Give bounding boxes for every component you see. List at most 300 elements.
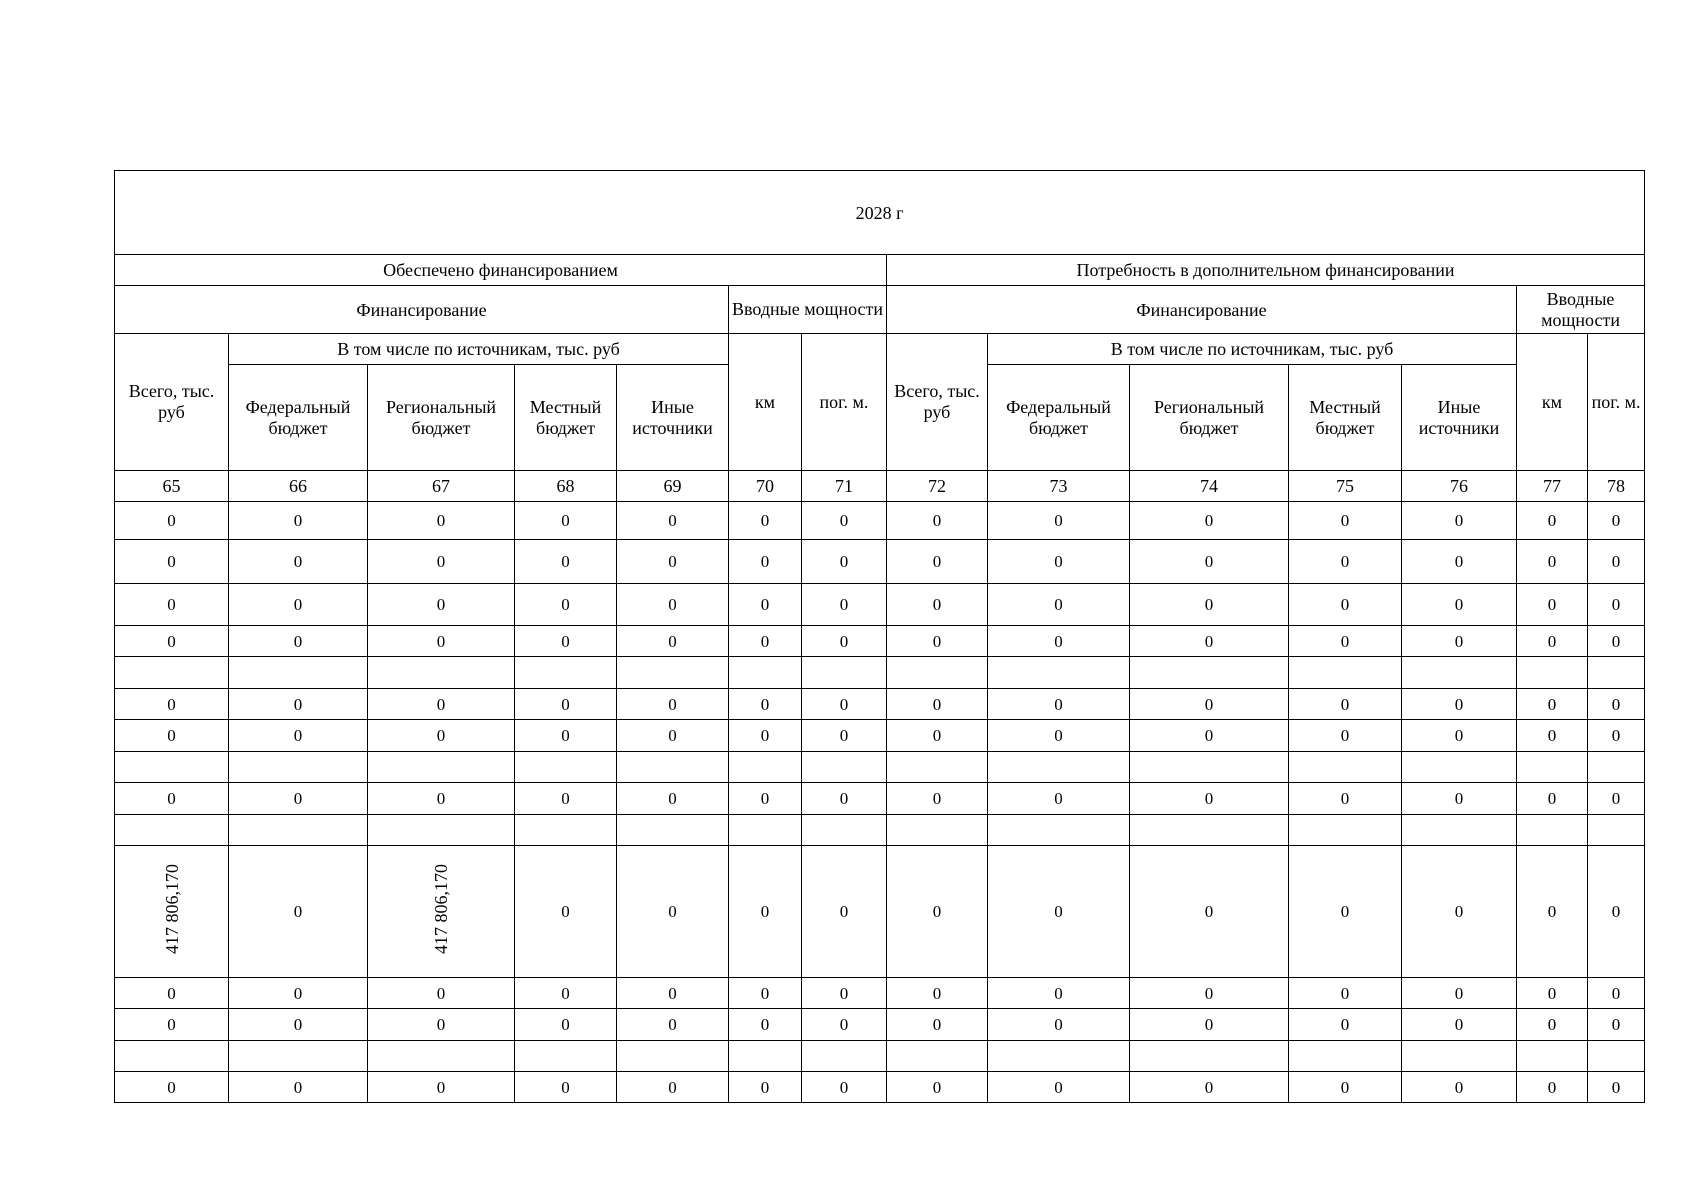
additional-financing-header: Финансирование: [887, 286, 1517, 334]
column-number: 72: [887, 471, 988, 502]
table-cell: [988, 657, 1130, 689]
cell-value: 0: [1547, 902, 1557, 921]
cell-value: 0: [436, 595, 446, 614]
cell-value: 0: [561, 726, 570, 745]
cell-value: 0: [839, 1077, 849, 1097]
table-cell: [988, 689, 1130, 720]
table-cell: [1588, 846, 1645, 978]
table-cell: [729, 540, 802, 584]
cell-value: 0: [1611, 983, 1621, 1003]
table-cell: [1289, 978, 1402, 1009]
cell-value: 0: [561, 983, 570, 1003]
table-cell: [1517, 978, 1588, 1009]
cell-value: 0: [1454, 726, 1464, 745]
cell-value: 0: [436, 983, 446, 1003]
table-cell: [1588, 978, 1645, 1009]
table-cell: [1130, 815, 1289, 846]
cell-value: 0: [1611, 595, 1621, 614]
table-cell: [515, 1009, 617, 1041]
table-row: [115, 815, 1645, 846]
cell-value: 0: [436, 694, 446, 714]
cell-value: 0: [1454, 1015, 1464, 1034]
cell-value: 0: [1204, 983, 1214, 1003]
cell-value: 0: [1054, 983, 1063, 1003]
secured-sources-header: В том числе по источникам, тыс. руб: [229, 334, 729, 365]
table-cell: [617, 1009, 729, 1041]
additional-source-other: Иные источники: [1402, 365, 1517, 471]
table-cell: [1517, 720, 1588, 752]
cell-value: 0: [839, 694, 849, 714]
cell-value: 0: [1340, 595, 1350, 614]
column-number: 69: [617, 471, 729, 502]
table-cell: [802, 815, 887, 846]
cell-value: 0: [760, 552, 770, 571]
cell-value: 0: [1054, 789, 1063, 808]
table-cell: [887, 626, 988, 657]
cell-value: 0: [436, 631, 446, 651]
table-cell: [988, 584, 1130, 626]
table-row: [115, 978, 1645, 1009]
table-cell: [1402, 978, 1517, 1009]
cell-value: 0: [1454, 631, 1464, 651]
cell-value: 0: [436, 511, 446, 530]
table-cell: [802, 783, 887, 815]
cell-value: 0: [293, 552, 303, 571]
cell-value: 0: [293, 726, 303, 745]
table-cell: [1402, 540, 1517, 584]
table-cell: [115, 846, 229, 978]
table-cell: [515, 978, 617, 1009]
cell-value: 0: [668, 511, 677, 530]
table-cell: [515, 1041, 617, 1072]
table-cell: [729, 720, 802, 752]
table-cell: [1517, 502, 1588, 540]
table-cell: [515, 815, 617, 846]
cell-value: 0: [1547, 726, 1557, 745]
table-cell: [1517, 657, 1588, 689]
cell-value: 0: [1454, 552, 1464, 571]
table-cell: [368, 689, 515, 720]
table-cell: [729, 783, 802, 815]
table-cell: [887, 584, 988, 626]
table-cell: [1289, 626, 1402, 657]
table-cell: [229, 783, 368, 815]
table-cell: [729, 1009, 802, 1041]
cell-value: 0: [760, 511, 770, 530]
table-cell: [617, 815, 729, 846]
cell-value: 0: [293, 1077, 303, 1097]
cell-value: 0: [1340, 902, 1350, 921]
table-cell: [115, 689, 229, 720]
cell-value: 0: [561, 694, 570, 714]
table-cell: [1130, 978, 1289, 1009]
table-cell: [229, 752, 368, 783]
table-cell: [729, 1072, 802, 1103]
cell-value: 0: [932, 726, 942, 745]
table-cell: [729, 626, 802, 657]
table-cell: [1588, 752, 1645, 783]
cell-value: 0: [1547, 1015, 1557, 1034]
table-cell: [1402, 626, 1517, 657]
table-cell: [1130, 846, 1289, 978]
cell-value: 0: [1340, 1015, 1350, 1034]
table-cell: [1130, 657, 1289, 689]
table-cell: [617, 978, 729, 1009]
table-cell: [515, 720, 617, 752]
table-cell: [115, 720, 229, 752]
cell-value: 0: [1204, 595, 1214, 614]
table-cell: [802, 1009, 887, 1041]
cell-value: 0: [932, 511, 942, 530]
cell-value: 0: [1340, 726, 1350, 745]
table-cell: [115, 978, 229, 1009]
cell-value: 0: [668, 902, 677, 921]
table-cell: [368, 1072, 515, 1103]
table-cell: [515, 584, 617, 626]
cell-value: 0: [839, 983, 849, 1003]
additional-source-federal: Федеральный бюджет: [988, 365, 1130, 471]
table-cell: [988, 1041, 1130, 1072]
cell-value: 0: [167, 631, 176, 651]
cell-value: 0: [1340, 1077, 1350, 1097]
table-cell: [887, 720, 988, 752]
column-number: 68: [515, 471, 617, 502]
table-cell: [1402, 1072, 1517, 1103]
cell-value: 0: [1204, 1077, 1214, 1097]
table-cell: [988, 1072, 1130, 1103]
cell-value: 0: [839, 552, 849, 571]
table-cell: [1588, 720, 1645, 752]
table-cell: [1402, 1009, 1517, 1041]
cell-value: 0: [293, 694, 303, 714]
table-cell: [1289, 752, 1402, 783]
table-cell: [802, 752, 887, 783]
table-cell: [1588, 502, 1645, 540]
secured-unit-km: км: [729, 334, 802, 471]
cell-value: 0: [561, 1077, 570, 1097]
table-cell: [617, 626, 729, 657]
table-cell: [368, 720, 515, 752]
table-cell: [229, 1009, 368, 1041]
cell-value: 0: [1054, 902, 1063, 921]
table-cell: [115, 657, 229, 689]
cell-value: 0: [760, 789, 770, 808]
cell-value: 0: [839, 726, 849, 745]
table-cell: [617, 540, 729, 584]
cell-value: 0: [436, 1077, 446, 1097]
cell-value: 0: [1204, 631, 1214, 651]
table-cell: [1517, 815, 1588, 846]
cell-value: 0: [1611, 1015, 1621, 1034]
cell-value: 0: [167, 789, 176, 808]
table-cell: [368, 626, 515, 657]
cell-value: 0: [668, 983, 677, 1003]
table-cell: [887, 689, 988, 720]
table-cell: [729, 1041, 802, 1072]
table-cell: [368, 846, 515, 978]
cell-value: 0: [1204, 552, 1214, 571]
cell-value: 0: [760, 902, 770, 921]
table-cell: [802, 626, 887, 657]
cell-value: 0: [1454, 694, 1464, 714]
table-cell: [617, 1041, 729, 1072]
table-cell: [887, 1009, 988, 1041]
column-number: 66: [229, 471, 368, 502]
table-cell: [802, 720, 887, 752]
table-cell: [802, 540, 887, 584]
table-cell: [887, 783, 988, 815]
cell-value: 0: [1340, 511, 1350, 530]
column-numbers-row: [115, 471, 1645, 502]
table-row: [115, 846, 1645, 978]
column-number: 70: [729, 471, 802, 502]
table-cell: [1130, 689, 1289, 720]
additional-sources-header: В том числе по источникам, тыс. руб: [988, 334, 1517, 365]
table-cell: [1588, 1072, 1645, 1103]
table-cell: [229, 540, 368, 584]
additional-source-regional: Региональный бюджет: [1130, 365, 1289, 471]
cell-value: 0: [561, 511, 570, 530]
table-cell: [802, 846, 887, 978]
table-row: [115, 626, 1645, 657]
table-cell: [368, 1009, 515, 1041]
table-cell: [515, 689, 617, 720]
table-cell: [617, 584, 729, 626]
column-number: 65: [115, 471, 229, 502]
table-cell: [368, 815, 515, 846]
table-cell: [729, 657, 802, 689]
table-cell: [1289, 1009, 1402, 1041]
table-cell: [617, 502, 729, 540]
table-cell: [515, 783, 617, 815]
cell-value: 0: [760, 1077, 770, 1097]
table-cell: [115, 584, 229, 626]
cell-value: 0: [1054, 511, 1063, 530]
cell-value: 0: [1204, 694, 1214, 714]
table-cell: [115, 502, 229, 540]
table-cell: [115, 540, 229, 584]
table-cell: [1289, 502, 1402, 540]
cell-value: 0: [839, 631, 849, 651]
table-cell: [1402, 584, 1517, 626]
cell-value: 0: [167, 595, 176, 614]
table-cell: [1588, 689, 1645, 720]
cell-value: 0: [167, 1015, 176, 1034]
cell-value: 0: [561, 631, 570, 651]
cell-value: 0: [293, 1015, 303, 1034]
table-cell: [617, 1072, 729, 1103]
table-row: [115, 584, 1645, 626]
cell-value: 0: [839, 1015, 849, 1034]
secured-financing-header: Финансирование: [115, 286, 729, 334]
table-cell: [988, 626, 1130, 657]
table-cell: [1402, 815, 1517, 846]
table-cell: [1517, 783, 1588, 815]
table-cell: [1517, 752, 1588, 783]
cell-value: 0: [1611, 726, 1621, 745]
cell-value: 0: [167, 694, 176, 714]
cell-value: 0: [1054, 631, 1063, 651]
cell-value: 0: [1340, 789, 1350, 808]
additional-unit-m: пог. м.: [1588, 334, 1645, 471]
cell-value: 0: [1611, 1077, 1621, 1097]
table-cell: [729, 502, 802, 540]
additional-source-local: Местный бюджет: [1289, 365, 1402, 471]
cell-value: 0: [932, 631, 942, 651]
table-cell: [617, 720, 729, 752]
table-cell: [1130, 720, 1289, 752]
table-cell: [229, 978, 368, 1009]
cell-value: 0: [167, 552, 176, 571]
table-cell: [988, 783, 1130, 815]
cell-value: 0: [1547, 552, 1557, 571]
table-cell: [617, 689, 729, 720]
cell-value: 0: [1204, 726, 1214, 745]
cell-value: 0: [1547, 694, 1557, 714]
table-cell: [1130, 1072, 1289, 1103]
cell-value: 0: [167, 983, 176, 1003]
table-cell: [1588, 1041, 1645, 1072]
table-cell: [802, 1072, 887, 1103]
cell-value: 0: [839, 595, 849, 614]
cell-value: 0: [839, 789, 849, 808]
cell-value: 0: [1611, 511, 1621, 530]
cell-value: 0: [1204, 1015, 1214, 1034]
table-cell: [515, 626, 617, 657]
table-cell: [368, 502, 515, 540]
cell-value: 0: [932, 789, 942, 808]
table-cell: [887, 978, 988, 1009]
table-cell: [1130, 584, 1289, 626]
cell-value: 0: [1547, 789, 1557, 808]
cell-value: 0: [1611, 694, 1621, 714]
additional-total-header: Всего, тыс. руб: [887, 334, 988, 471]
table-cell: [229, 657, 368, 689]
cell-value: 0: [668, 694, 677, 714]
column-number: 76: [1402, 471, 1517, 502]
cell-value: 0: [1054, 1015, 1063, 1034]
cell-value: 0: [932, 902, 942, 921]
table-cell: [1588, 540, 1645, 584]
table-cell: [988, 1009, 1130, 1041]
table-cell: [229, 502, 368, 540]
column-number: 75: [1289, 471, 1402, 502]
column-number: 73: [988, 471, 1130, 502]
table-cell: [802, 502, 887, 540]
table-row: [115, 657, 1645, 689]
cell-value: 0: [1454, 789, 1464, 808]
secured-source-regional: Региональный бюджет: [368, 365, 515, 471]
table-cell: [1289, 815, 1402, 846]
table-cell: [368, 752, 515, 783]
secured-source-local: Местный бюджет: [515, 365, 617, 471]
additional-capacity-header: Вводные мощности: [1517, 286, 1645, 334]
cell-value: 0: [1611, 789, 1621, 808]
cell-value: 0: [436, 1015, 446, 1034]
cell-value: 0: [668, 789, 677, 808]
table-cell: [802, 657, 887, 689]
secured-title: Обеспечено финансированием: [115, 255, 887, 286]
cell-value: 0: [839, 511, 849, 530]
cell-value: 0: [1454, 983, 1464, 1003]
cell-value: 0: [1054, 726, 1063, 745]
cell-value: 0: [932, 694, 942, 714]
cell-value: 0: [1204, 902, 1214, 921]
table-cell: [229, 1041, 368, 1072]
table-cell: [729, 978, 802, 1009]
table-cell: [1289, 689, 1402, 720]
cell-value: 0: [1340, 552, 1350, 571]
table-cell: [1402, 502, 1517, 540]
table-cell: [1402, 689, 1517, 720]
table-cell: [887, 540, 988, 584]
cell-value: 0: [436, 726, 446, 745]
table-cell: [1289, 783, 1402, 815]
cell-value: 0: [167, 1077, 176, 1097]
cell-value: 0: [760, 983, 770, 1003]
cell-value: 0: [293, 789, 303, 808]
table-cell: [368, 657, 515, 689]
table-row: [115, 540, 1645, 584]
table-cell: [988, 720, 1130, 752]
table-cell: [1130, 540, 1289, 584]
cell-value: 0: [1547, 595, 1557, 614]
table-cell: [515, 657, 617, 689]
secured-total-header: Всего, тыс. руб: [115, 334, 229, 471]
cell-value: 0: [561, 789, 570, 808]
table-cell: [1402, 846, 1517, 978]
column-number: 78: [1588, 471, 1645, 502]
table-cell: [1517, 626, 1588, 657]
table-cell: [1588, 657, 1645, 689]
cell-value: 0: [293, 631, 303, 651]
cell-value: 0: [1454, 595, 1464, 614]
cell-value: 0: [167, 726, 176, 745]
table-row: [115, 502, 1645, 540]
table-cell: [1588, 584, 1645, 626]
table-cell: [1130, 783, 1289, 815]
cell-value: 0: [1547, 983, 1557, 1003]
table-cell: [729, 752, 802, 783]
cell-value: 0: [760, 595, 770, 614]
secured-capacity-header: Вводные мощности: [729, 286, 887, 334]
column-number: 77: [1517, 471, 1588, 502]
cell-value: 0: [1340, 694, 1350, 714]
table-cell: [515, 752, 617, 783]
cell-value: 0: [167, 511, 176, 530]
cell-value: 0: [561, 552, 570, 571]
table-cell: [1289, 657, 1402, 689]
table-cell: [988, 815, 1130, 846]
cell-value: 0: [1611, 631, 1621, 651]
table-cell: [368, 540, 515, 584]
cell-value: 0: [1340, 631, 1350, 651]
cell-value: 0: [760, 694, 770, 714]
cell-value: 0: [1547, 1077, 1557, 1097]
table-cell: [515, 1072, 617, 1103]
cell-value: 0: [668, 1015, 677, 1034]
cell-value: 0: [1054, 694, 1063, 714]
table-cell: [229, 584, 368, 626]
table-cell: [1588, 783, 1645, 815]
secured-unit-m: пог. м.: [802, 334, 887, 471]
cell-value: 0: [1547, 631, 1557, 651]
table-cell: [115, 1072, 229, 1103]
cell-value: 0: [839, 902, 849, 921]
table-cell: [802, 1041, 887, 1072]
cell-value: 0: [293, 595, 303, 614]
table-cell: [115, 783, 229, 815]
